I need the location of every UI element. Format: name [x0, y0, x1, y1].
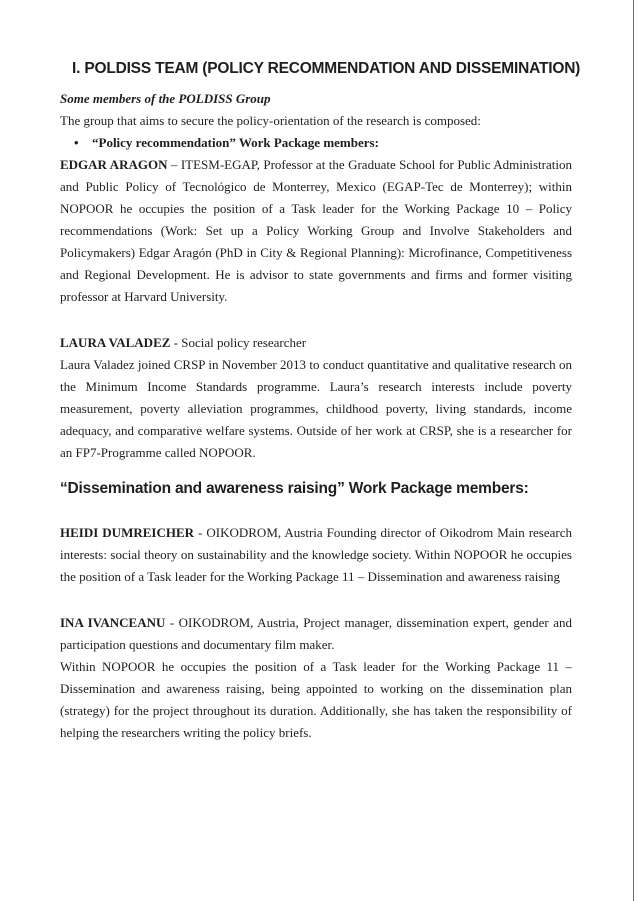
member-role: - OIKODROM, Austria, Project manager, dissemination expert, gender and participation questions and documentary film maker.: [60, 615, 572, 652]
member-heidi-dumreicher: [60, 522, 572, 588]
member-ina-ivanceanu: [60, 612, 572, 656]
bullet-dot-icon: •: [74, 135, 79, 150]
member-description: - OIKODROM, Austria Founding director of Oikodrom Main research interests: social theory on sustainability and the knowledge society. Within NOPOOR he occupies the position of a Task leader for the Working Package 11 – Dissemination and awareness raising: [60, 525, 573, 584]
wp-dissemination-heading: “Dissemination and awareness raising” Work Package members:: [60, 480, 529, 497]
member-edgar-aragon: [60, 154, 572, 308]
section-title: I. POLDISS TEAM (POLICY RECOMMENDATION AND DISSEMINATION): [72, 60, 581, 77]
document-body: [60, 58, 581, 744]
intro-text: The group that aims to secure the policy-orientation of the research is composed:: [60, 113, 481, 128]
member-name: HEIDI DUMREICHER: [60, 525, 195, 540]
member-name: LAURA VALADEZ: [60, 335, 171, 350]
bullet-heading: [74, 132, 572, 154]
subheading: Some members of the POLDISS Group: [60, 91, 271, 106]
member-description: Laura Valadez joined CRSP in November 2013 to conduct quantitative and qualitative research on the Minimum Income Standards programme. Laura’s research interests include poverty measurement, poverty alleviation programmes, childhood poverty, living standards, income adequacy, and comparative welfare systems. Outside of her work at CRSP, she is a researcher for an FP7-Programme called NOPOOR.: [60, 357, 572, 460]
member-description: – ITESM-EGAP, Professor at the Graduate School for Public Administration and Public Policy of Tecnológico de Monterrey, Mexico (EGAP-Tec de Monterrey); within NOPOOR he occupies the position of a Task leader for the Working Package 10 – Policy recommendations (Work: Set up a Policy Working Group and Involve Stakeholders and Policymakers) Edgar Aragón (PhD in City & Regional Planning): Microfinance, Competitiveness and Regional Development. He is advisor to state governments and firms and former visiting professor at Harvard University.: [60, 157, 572, 304]
member-description: Within NOPOOR he occupies the position of a Task leader for the Working Package 11 – Dissemination and awareness raising, being appointed to working on the dissemination plan (strategy) for the project throughout its duration. Additionally, she has taken the responsibility of helping the researchers writing the policy briefs.: [60, 659, 572, 740]
bullet-heading-text: “Policy recommendation” Work Package members:: [92, 135, 379, 150]
member-laura-valadez: [60, 332, 572, 354]
member-role: - Social policy researcher: [170, 335, 307, 350]
member-name: INA IVANCEANU: [60, 615, 166, 630]
member-name: EDGAR ARAGON: [60, 157, 168, 172]
page-edge-line: [633, 0, 634, 901]
